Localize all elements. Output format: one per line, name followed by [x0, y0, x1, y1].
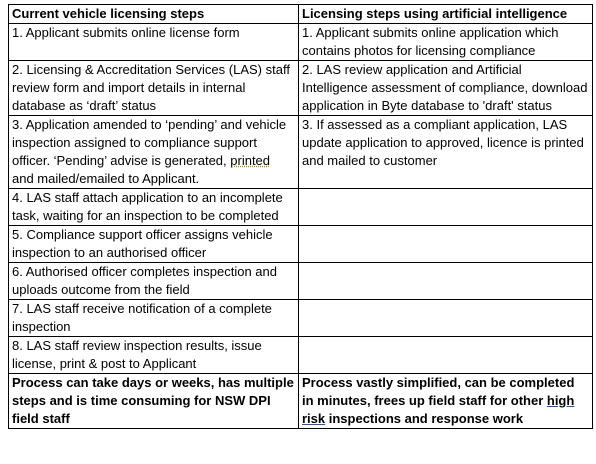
- current-step-3-text-end: and mailed/emailed to Applicant.: [12, 171, 200, 186]
- table-row: [9, 226, 593, 263]
- current-step-1: 1. Applicant submits online license form: [9, 24, 299, 61]
- table-row: [9, 337, 593, 374]
- current-step-2: 2. Licensing & Accreditation Services (LAS) staff review form and import details in internal database as ‘draft’ status: [9, 61, 299, 116]
- ai-empty-cell: [299, 226, 593, 263]
- current-step-7: 7. LAS staff receive notification of a complete inspection: [9, 300, 299, 337]
- table-row: [9, 116, 593, 189]
- spellcheck-marked-word: printed: [230, 153, 271, 168]
- ai-empty-cell: [299, 337, 593, 374]
- licensing-comparison-table: [8, 4, 593, 429]
- table-row: [9, 263, 593, 300]
- current-step-4: 4. LAS staff attach application to an incomplete task, waiting for an inspection to be completed: [9, 189, 299, 226]
- table-row: [9, 300, 593, 337]
- ai-empty-cell: [299, 189, 593, 226]
- summary-ai: [299, 374, 593, 429]
- header-ai-steps: Licensing steps using artificial intelligence: [299, 5, 593, 24]
- ai-step-3: 3. If assessed as a compliant application, LAS update application to approved, licence is printed and mailed to customer: [299, 116, 593, 189]
- ai-step-1: 1. Applicant submits online application which contains photos for licensing compliance: [299, 24, 593, 61]
- header-current-steps: Current vehicle licensing steps: [9, 5, 299, 24]
- current-step-5: 5. Compliance support officer assigns vehicle inspection to an authorised officer: [9, 226, 299, 263]
- summary-ai-text-start: Process vastly simplified, can be completed in minutes, frees up field staff for other: [302, 375, 575, 408]
- grammar-marked-phrase: high risk: [302, 393, 575, 426]
- ai-empty-cell: [299, 263, 593, 300]
- table-row: [9, 189, 593, 226]
- current-step-8: 8. LAS staff review inspection results, issue license, print & post to Applicant: [9, 337, 299, 374]
- table-header-row: [9, 5, 593, 24]
- summary-ai-text-end: inspections and response work: [325, 411, 524, 426]
- current-step-3: [9, 116, 299, 189]
- ai-step-2: 2. LAS review application and Artificial Intelligence assessment of compliance, download application in Byte database to 'draft' status: [299, 61, 593, 116]
- current-step-3-text-start: 3. Application amended to ‘pending’ and vehicle inspection assigned to compliance support officer. ‘Pending’ advise is generated,: [12, 117, 287, 168]
- summary-current: Process can take days or weeks, has multiple steps and is time consuming for NSW DPI field staff: [9, 374, 299, 429]
- ai-empty-cell: [299, 300, 593, 337]
- table-row: [9, 61, 593, 116]
- summary-row: [9, 374, 593, 429]
- table-row: [9, 24, 593, 61]
- current-step-6: 6. Authorised officer completes inspection and uploads outcome from the field: [9, 263, 299, 300]
